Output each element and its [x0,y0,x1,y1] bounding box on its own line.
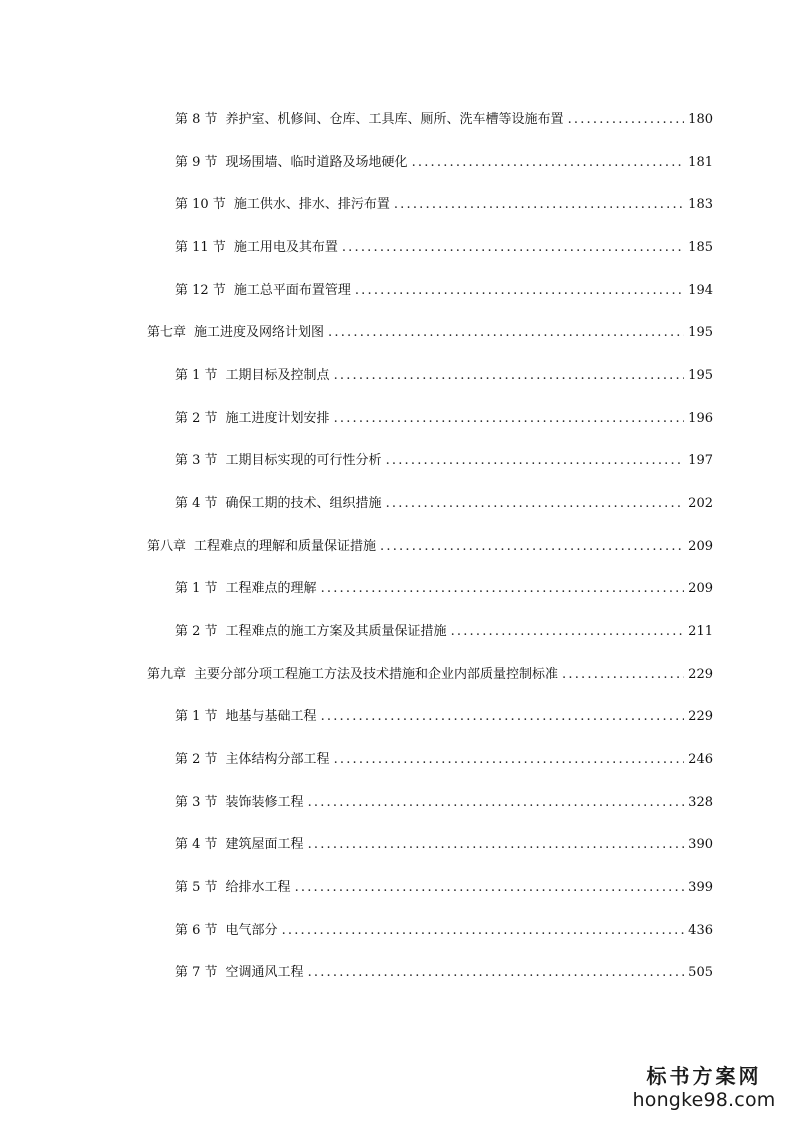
toc-chapter-number: 第八章 [147,539,187,554]
toc-entry-title: 施工进度计划安排 [225,411,330,426]
toc-entry[interactable] [175,106,713,128]
toc-entry[interactable] [175,703,713,725]
toc-entry[interactable] [175,362,713,384]
toc-entry-page: 202 [688,496,713,511]
toc-entry-page: 436 [688,923,713,938]
toc-entry-page: 328 [688,795,713,810]
toc-chapter-entry[interactable] [147,319,713,341]
toc-entry-title: 养护室、机修间、仓库、工具库、厕所、洗车槽等设施布置 [225,112,564,127]
toc-entry-number: 第 1 节 [175,709,218,724]
toc-leader-dots [386,496,685,512]
toc-chapter-page: 209 [688,539,713,554]
toc-leader-dots [562,667,684,683]
toc-entry-page: 183 [688,197,713,212]
watermark-logo [629,1064,779,1116]
toc-entry-number: 第 5 节 [175,880,218,895]
toc-chapter-page: 229 [688,667,713,682]
toc-entry-title: 地基与基础工程 [225,709,317,724]
toc-entry-page: 196 [688,411,713,426]
toc-entry-number: 第 4 节 [175,837,218,852]
toc-entry-number: 第 2 节 [175,752,218,767]
toc-chapter-page: 195 [688,325,713,340]
toc-leader-dots [451,624,685,640]
toc-entry[interactable] [175,831,713,853]
toc-leader-dots [355,283,684,299]
toc-chapter-entry[interactable] [147,533,713,555]
toc-entry-title: 主体结构分部工程 [225,752,330,767]
toc-leader-dots [342,240,684,256]
toc-leader-dots [334,752,685,768]
toc-leader-dots [394,197,684,213]
toc-entry-number: 第 4 节 [175,496,218,511]
toc-entry-page: 229 [688,709,713,724]
toc-entry-page: 211 [688,624,713,639]
toc-entry-page: 181 [688,155,713,170]
toc-entry[interactable] [175,746,713,768]
toc-leader-dots [282,923,685,939]
toc-chapter-number: 第七章 [147,325,187,340]
toc-leader-dots [568,112,685,128]
toc-entry-title: 工期目标及控制点 [225,368,330,383]
toc-entry-title: 施工用电及其布置 [233,240,338,255]
toc-entry[interactable] [175,149,713,171]
toc-entry-title: 空调通风工程 [225,965,304,980]
toc-leader-dots [334,411,685,427]
toc-chapter-entry[interactable] [147,661,713,683]
toc-chapter-title: 主要分部分项工程施工方法及技术措施和企业内部质量控制标准 [194,667,559,682]
watermark-site-url: hongke98.com [632,1089,776,1111]
toc-entry-title: 工期目标实现的可行性分析 [225,453,382,468]
toc-leader-dots [321,581,685,597]
toc-entry-number: 第 11 节 [175,240,226,255]
toc-entry-number: 第 3 节 [175,453,218,468]
toc-entry[interactable] [175,959,713,981]
toc-entry[interactable] [175,447,713,469]
toc-entry-title: 建筑屋面工程 [225,837,304,852]
toc-entry-number: 第 10 节 [175,197,226,212]
toc-entry[interactable] [175,277,713,299]
toc-entry[interactable] [175,618,713,640]
toc-chapter-number: 第九章 [147,667,187,682]
toc-entry[interactable] [175,789,713,811]
toc-entry-number: 第 1 节 [175,368,218,383]
toc-entry-page: 195 [688,368,713,383]
toc-entry-number: 第 3 节 [175,795,218,810]
toc-leader-dots [386,453,685,469]
toc-entry-title: 工程难点的理解 [225,581,317,596]
toc-entry-title: 给排水工程 [225,880,291,895]
toc-entry-number: 第 2 节 [175,411,218,426]
watermark-site-name: 标书方案网 [646,1064,762,1088]
toc-leader-dots [321,709,685,725]
toc-entry-page: 390 [688,837,713,852]
toc-entry-title: 施工供水、排水、排污布置 [233,197,390,212]
toc-entry-number: 第 12 节 [175,283,226,298]
toc-entry[interactable] [175,874,713,896]
toc-entry-page: 209 [688,581,713,596]
toc-entry-page: 246 [688,752,713,767]
toc-entry-title: 电气部分 [225,923,278,938]
toc-entry-title: 确保工期的技术、组织措施 [225,496,382,511]
toc-entry-title: 现场围墙、临时道路及场地硬化 [225,155,408,170]
toc-leader-dots [308,837,685,853]
toc-leader-dots [308,795,685,811]
toc-entry-number: 第 6 节 [175,923,218,938]
toc-entry[interactable] [175,575,713,597]
toc-entry-number: 第 7 节 [175,965,218,980]
toc-entry[interactable] [175,234,713,256]
toc-leader-dots [412,155,685,171]
toc-entry[interactable] [175,405,713,427]
toc-entry-page: 185 [688,240,713,255]
toc-entry[interactable] [175,917,713,939]
toc-leader-dots [380,539,684,555]
toc-chapter-title: 工程难点的理解和质量保证措施 [194,539,377,554]
toc-entry-number: 第 2 节 [175,624,218,639]
toc-leader-dots [328,325,684,341]
toc-entry[interactable] [175,191,713,213]
toc-entry-number: 第 8 节 [175,112,218,127]
toc-chapter-title: 施工进度及网络计划图 [194,325,325,340]
toc-leader-dots [334,368,685,384]
toc-entry-title: 施工总平面布置管理 [233,283,351,298]
toc-leader-dots [308,965,685,981]
toc-leader-dots [295,880,685,896]
toc-entry-number: 第 9 节 [175,155,218,170]
toc-entry-title: 装饰装修工程 [225,795,304,810]
toc-entry[interactable] [175,490,713,512]
toc-entry-page: 194 [688,283,713,298]
toc-entry-page: 180 [688,112,713,127]
toc-entry-number: 第 1 节 [175,581,218,596]
toc-entry-page: 399 [688,880,713,895]
toc-entry-page: 197 [688,453,713,468]
toc-entry-title: 工程难点的施工方案及其质量保证措施 [225,624,447,639]
toc-entry-page: 505 [688,965,713,980]
